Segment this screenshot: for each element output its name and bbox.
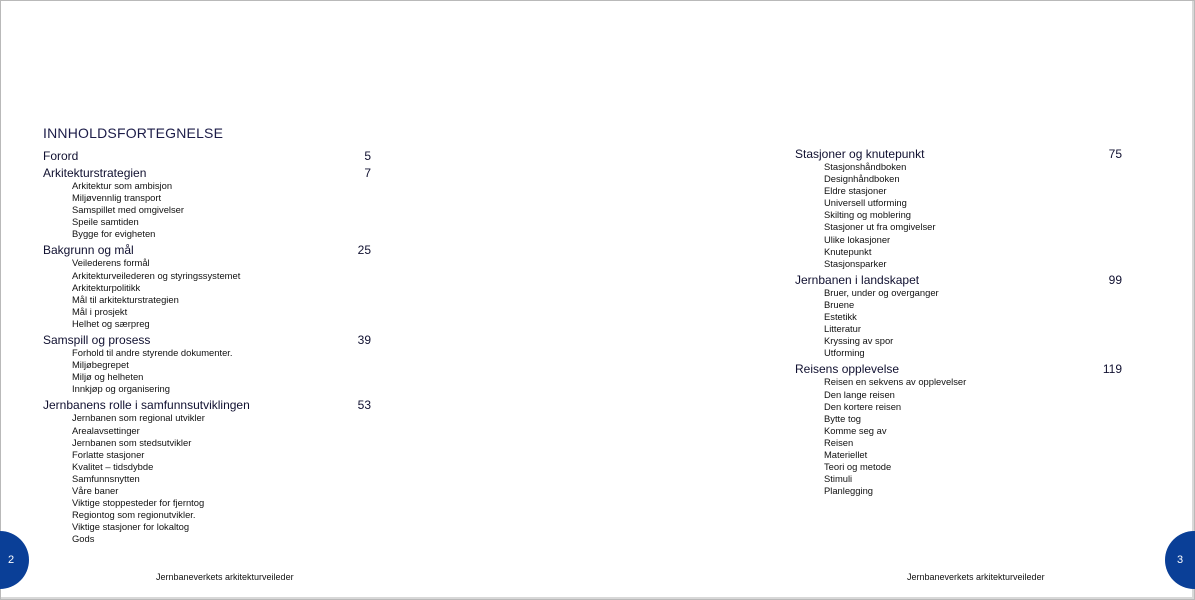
toc-subitem[interactable]: Arkitekturpolitikk [72,281,141,293]
toc-subitem[interactable]: Bruer, under og overganger [824,286,939,298]
toc-subitem[interactable]: Utforming [824,347,865,359]
page-number-badge [1165,531,1195,589]
section-title: Samspill og prosess [43,333,151,348]
toc-subitem[interactable]: Ulike lokasjoner [824,233,891,245]
section-title: Jernbanens rolle i samfunnsutviklingen [43,398,250,413]
section-page-number: 39 [357,333,371,348]
toc-subitem[interactable]: Jernbanen som regional utvikler [72,412,205,424]
toc-subitem[interactable]: Designhåndboken [824,173,900,185]
toc-subitem[interactable]: Stimuli [824,473,853,485]
toc-subitem[interactable]: Innkjøp og organisering [72,383,170,395]
toc-subitem[interactable]: Stasjonshåndboken [824,161,907,172]
toc-section-heading[interactable] [43,167,371,180]
toc-subitem[interactable]: Kvalitet – tidsdybde [72,460,154,472]
toc-section-heading[interactable] [43,334,371,347]
toc-subitem[interactable]: Jernbanen som stedsutvikler [72,436,192,448]
section-title: Jernbanen i landskapet [795,272,920,287]
toc-subitem[interactable]: Universell utforming [824,197,907,209]
toc-section [43,150,371,163]
toc-subitems [43,257,371,330]
toc-subitem[interactable]: Eldre stasjoner [824,185,887,197]
toc-subitem[interactable]: Bruene [824,298,855,310]
page-footer: Jernbaneverkets arkitekturveileder [907,572,1045,582]
toc-right-column [795,148,1122,501]
section-page-number: 99 [1108,272,1122,287]
toc-subitem[interactable]: Reisen en sekvens av opplevelser [824,376,967,388]
toc-subitem[interactable]: Teori og metode [824,461,892,473]
toc-subitem[interactable]: Forlatte stasjoner [72,448,145,460]
toc-subitems [43,347,371,395]
toc-section-heading[interactable] [43,150,371,163]
section-title: Bakgrunn og mål [43,243,134,258]
toc-subitem[interactable]: Bygge for evigheten [72,228,156,240]
toc-subitem[interactable]: Miljø og helheten [72,371,144,383]
toc-subitems [795,161,1122,270]
left-page [0,0,597,600]
toc-subitems [43,180,371,240]
toc-subitem[interactable]: Estetikk [824,311,857,323]
toc-subitem[interactable]: Veilederens formål [72,257,150,269]
section-title: Stasjoner og knutepunkt [795,147,925,161]
page-footer: Jernbaneverkets arkitekturveileder [156,572,294,582]
toc-subitem[interactable]: Forhold til andre styrende dokumenter. [72,347,233,359]
toc-subitem[interactable]: Miljøvennlig transport [72,192,162,204]
toc-subitems [43,412,371,545]
toc-subitem[interactable]: Stasjoner ut fra omgivelser [824,221,936,233]
toc-section-heading[interactable] [795,148,1122,161]
page-number: 3 [1177,554,1184,566]
toc-subitems [795,376,1122,497]
toc-section-heading[interactable] [43,244,371,257]
section-page-number: 25 [357,243,371,258]
section-page-number: 53 [357,398,371,413]
toc-title: INNHOLDSFORTEGNELSE [43,125,224,141]
toc-subitem[interactable]: Gods [72,533,95,545]
toc-section [43,334,371,395]
toc-subitem[interactable]: Miljøbegrepet [72,359,129,371]
section-page-number: 5 [364,149,371,163]
page-number-badge [0,531,29,589]
toc-subitem[interactable]: Våre baner [72,484,119,496]
toc-left-column [43,150,371,549]
toc-subitem[interactable]: Speile samtiden [72,216,139,228]
toc-section-heading[interactable] [795,363,1122,376]
toc-subitem[interactable]: Regiontog som regionutvikler. [72,509,196,521]
toc-subitem[interactable]: Den lange reisen [824,388,895,400]
toc-section [795,148,1122,270]
toc-subitem[interactable]: Kryssing av spor [824,335,894,347]
toc-section [795,363,1122,497]
toc-subitem[interactable]: Materiellet [824,448,868,460]
toc-subitem[interactable]: Mål i prosjekt [72,305,128,317]
toc-subitem[interactable]: Stasjonsparker [824,257,887,269]
section-page-number: 119 [1102,362,1122,377]
section-page-number: 7 [364,166,371,180]
section-page-number: 75 [1108,147,1122,161]
toc-section [795,274,1122,360]
toc-section [43,167,371,240]
toc-subitem[interactable]: Helhet og særpreg [72,317,150,329]
toc-subitem[interactable]: Arkitektur som ambisjon [72,180,173,191]
toc-section [43,244,371,330]
section-title: Forord [43,149,79,163]
toc-subitems [795,287,1122,360]
toc-subitem[interactable]: Skilting og moblering [824,209,912,221]
toc-subitem[interactable]: Planlegging [824,485,873,497]
toc-subitem[interactable]: Samfunnsnytten [72,472,140,484]
right-page [597,0,1195,600]
toc-subitem[interactable]: Mål til arkitekturstrategien [72,293,179,305]
section-title: Reisens opplevelse [795,362,900,377]
toc-subitem[interactable]: Arealavsettinger [72,424,140,436]
toc-subitem[interactable]: Litteratur [824,323,861,335]
toc-subitem[interactable]: Viktige stoppesteder for fjerntog [72,497,205,509]
toc-section-heading[interactable] [43,399,371,412]
toc-subitem[interactable]: Samspillet med omgivelser [72,204,185,216]
toc-subitem[interactable]: Arkitekturveilederen og styringssystemet [72,269,241,281]
section-title: Arkitekturstrategien [43,166,147,180]
toc-subitem[interactable]: Komme seg av [824,424,887,436]
toc-subitem[interactable]: Reisen [824,436,854,448]
toc-subitem[interactable]: Bytte tog [824,412,862,424]
toc-subitem[interactable]: Den kortere reisen [824,400,902,412]
page-number: 2 [8,554,15,566]
toc-subitem[interactable]: Knutepunkt [824,245,872,257]
toc-section [43,399,371,545]
toc-section-heading[interactable] [795,274,1122,287]
toc-subitem[interactable]: Viktige stasjoner for lokaltog [72,521,190,533]
